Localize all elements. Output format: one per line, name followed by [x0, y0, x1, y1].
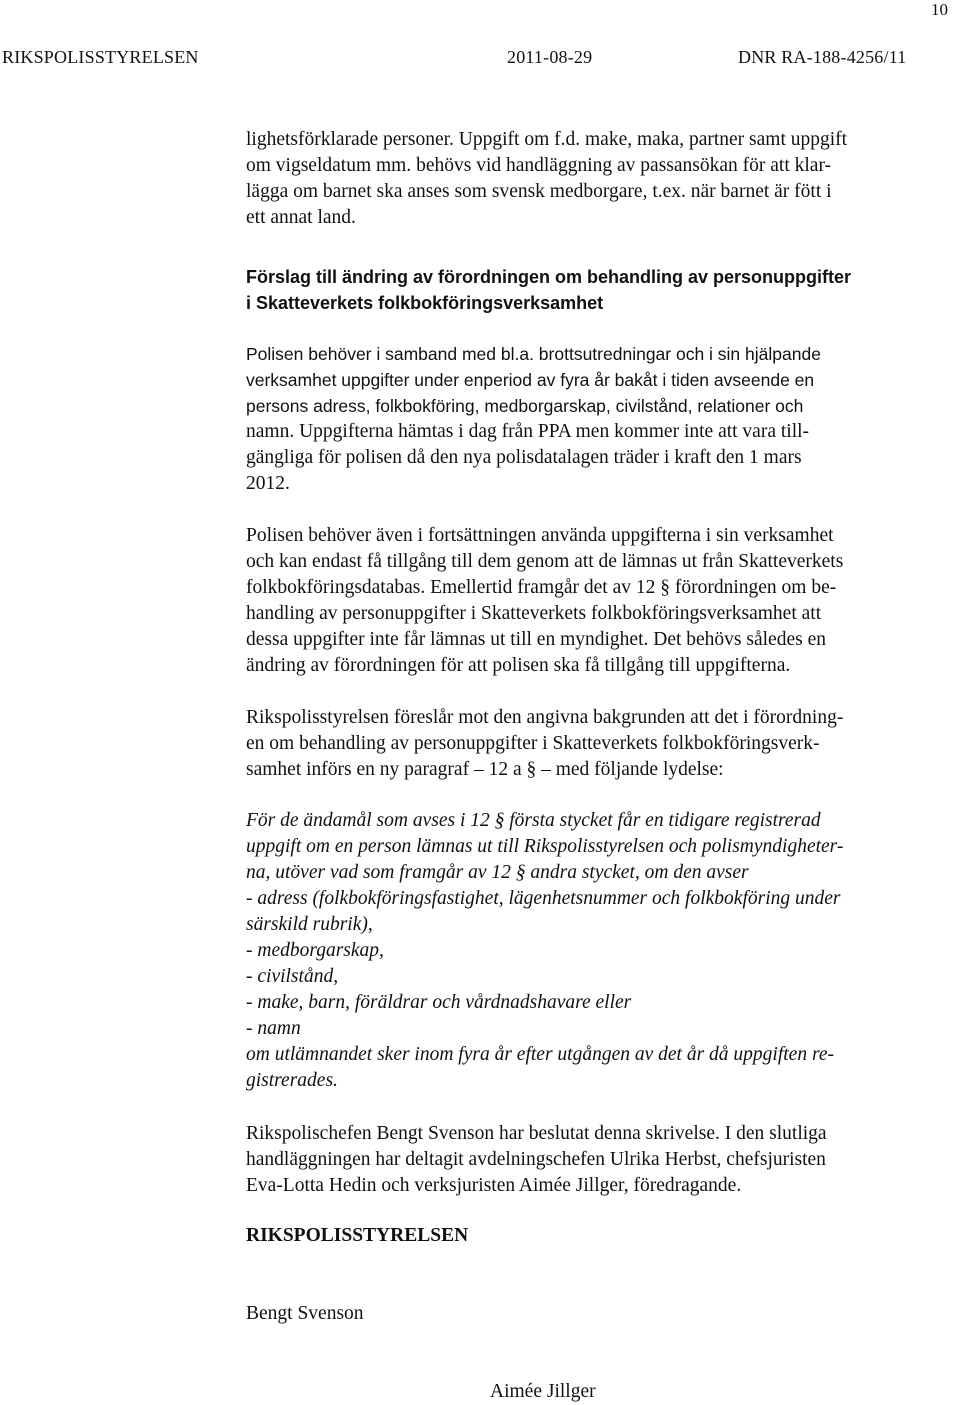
heading-line: i Skatteverkets folkbokföringsverksamhet	[246, 293, 604, 313]
paragraph-line: persons adress, folkbokföring, medborgarskap, civilstånd, relationer och	[246, 396, 804, 416]
paragraph-line: ändring av förordningen för att polisen ska få tillgång till uppgifterna.	[246, 655, 791, 676]
paragraph-line: dessa uppgifter inte får lämnas ut till en myndighet. Det behövs således en	[246, 629, 826, 650]
proposal-line: - namn	[246, 1018, 301, 1039]
paragraph-line: verksamhet uppgifter under enperiod av fyra år bakåt i tiden avseende en	[246, 370, 815, 390]
proposal-line: - civilstånd,	[246, 966, 339, 987]
paragraph-line: Polisen behöver i samband med bl.a. brottsutredningar och i sin hjälpande	[246, 344, 821, 364]
paragraph-line: folkbokföringsdatabas. Emellertid framgår det av 12 § förordningen om be-	[246, 577, 837, 598]
paragraph-line: Rikspolisstyrelsen föreslår mot den angivna bakgrunden att det i förordning-	[246, 707, 844, 728]
header-date: 2011-08-29	[507, 47, 593, 67]
paragraph-proposal	[246, 705, 946, 783]
proposal-line: - adress (folkbokföringsfastighet, lägenhetsnummer och folkbokföring under	[246, 888, 841, 909]
paragraph-line: handling av personuppgifter i Skatteverkets folkbokföringsverksamhet att	[246, 603, 822, 624]
proposal-line: För de ändamål som avses i 12 § första stycket får en tidigare registrerad	[246, 810, 821, 831]
signature-presenter: Aimée Jillger	[490, 1381, 596, 1402]
signature-signer: Bengt Svenson	[246, 1303, 364, 1324]
heading-line: Förslag till ändring av förordningen om behandling av personuppgifter	[246, 267, 852, 287]
intro-line: om vigseldatum mm. behövs vid handläggning av passansökan för att klar-	[246, 155, 832, 176]
proposal-line: uppgift om en person lämnas ut till Rikspolisstyrelsen och polismyndigheter-	[246, 836, 844, 857]
paragraph-line: namn. Uppgifterna hämtas i dag från PPA men kommer inte att vara till-	[246, 421, 810, 442]
section-heading	[246, 264, 946, 316]
page-number: 10	[931, 0, 948, 19]
proposal-line: gistrerades.	[246, 1070, 338, 1091]
paragraph-line: gängliga för polisen då den nya polisdatalagen träder i kraft den 1 mars	[246, 447, 802, 468]
proposal-line: särskild rubrik),	[246, 914, 373, 935]
intro-line: lighetsförklarade personer. Uppgift om f.d. make, maka, partner samt uppgift	[246, 129, 848, 150]
header-organization: RIKSPOLISSTYRELSEN	[2, 47, 199, 67]
proposal-line: na, utöver vad som framgår av 12 § andra stycket, om den avser	[246, 862, 749, 883]
intro-paragraph	[246, 127, 946, 231]
proposed-regulation-text	[246, 808, 946, 1094]
paragraph-line: 2012.	[246, 473, 290, 494]
paragraph-line: Eva-Lotta Hedin och verksjuristen Aimée Jillger, föredragande.	[246, 1175, 742, 1196]
paragraph-line: en om behandling av personuppgifter i Skatteverkets folkbokföringsverk-	[246, 733, 820, 754]
paragraph-line: och kan endast få tillgång till dem genom att de lämnas ut från Skatteverkets	[246, 551, 844, 572]
paragraph-line: Rikspolischefen Bengt Svenson har beslutat denna skrivelse. I den slutliga	[246, 1123, 827, 1144]
paragraph-line: handläggningen har deltagit avdelningschefen Ulrika Herbst, chefsjuristen	[246, 1149, 826, 1170]
proposal-line: om utlämnandet sker inom fyra år efter utgången av det år då uppgiften re-	[246, 1044, 834, 1065]
intro-line: lägga om barnet ska anses som svensk medborgare, t.ex. när barnet är fött i	[246, 181, 832, 202]
proposal-line: - make, barn, föräldrar och vårdnadshavare eller	[246, 992, 632, 1013]
paragraph-continued-need	[246, 523, 946, 679]
paragraph-line: Polisen behöver även i fortsättningen använda uppgifterna i sin verksamhet	[246, 525, 834, 546]
intro-line: ett annat land.	[246, 207, 356, 228]
paragraph-line: samhet införs en ny paragraf – 12 a § – med följande lydelse:	[246, 759, 724, 780]
paragraph-police-needs	[246, 341, 946, 497]
header-dnr: DNR RA-188-4256/11	[738, 47, 907, 67]
signature-organization: RIKSPOLISSTYRELSEN	[246, 1225, 469, 1246]
proposal-line: - medborgarskap,	[246, 940, 384, 961]
paragraph-decision	[246, 1121, 946, 1199]
